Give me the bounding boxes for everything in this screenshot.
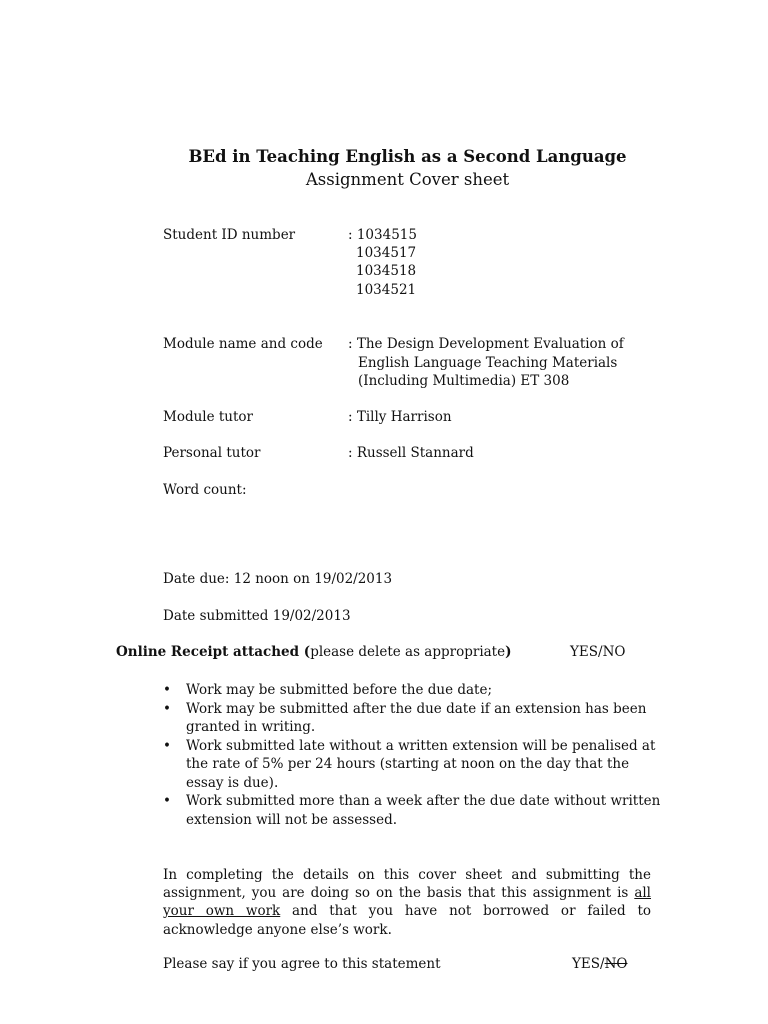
bullet-icon: • — [163, 682, 171, 698]
module-tutor-value: : Tilly Harrison — [348, 409, 452, 425]
agree-no-struck: NO — [604, 956, 628, 972]
agree-yes: YES/ — [572, 956, 605, 972]
module-value-line-2: English Language Teaching Materials — [358, 355, 618, 371]
online-receipt-label — [116, 644, 511, 660]
declaration-underlined: all your own work — [163, 885, 651, 920]
list-item-text: Work may be submitted after the due date if an extension has been granted in writing. — [186, 700, 647, 735]
student-id-value-1: : 1034515 — [348, 227, 417, 243]
bullet-icon: • — [163, 793, 171, 809]
personal-tutor-value: : Russell Stannard — [348, 445, 474, 461]
list-item-text: Work submitted more than a week after the due date without written extension will not be assessed. — [186, 793, 661, 828]
module-value-line-1: : The Design Development Evaluation of — [348, 336, 624, 352]
personal-tutor-label: Personal tutor — [163, 445, 261, 461]
date-due: Date due: 12 noon on 19/02/2013 — [163, 571, 393, 587]
list-item — [163, 700, 663, 737]
online-receipt-yes-no: YES/NO — [570, 644, 626, 660]
date-submitted: Date submitted 19/02/2013 — [163, 608, 351, 624]
agree-yes-no — [572, 956, 627, 972]
online-receipt-label-note: please delete as appropriate — [310, 644, 506, 660]
module-label: Module name and code — [163, 336, 323, 352]
online-receipt-label-bold: Online Receipt attached ( — [116, 644, 311, 660]
submission-rules-list — [163, 681, 663, 829]
module-value-line-3: (Including Multimedia) ET 308 — [358, 373, 570, 389]
student-id-label: Student ID number — [163, 227, 296, 243]
list-item-text: Work submitted late without a written extension will be penalised at the rate of 5% per 24 hours (starting at noon on the day that the essay is due). — [186, 737, 656, 791]
declaration-text-1: In completing the details on this cover sheet and submitting the assignment, you are doing so on the basis that this assignment is — [163, 867, 651, 902]
bullet-icon: • — [163, 737, 171, 754]
list-item — [163, 681, 663, 700]
agree-label: Please say if you agree to this statement — [163, 956, 441, 972]
list-item-text: Work may be submitted before the due date; — [186, 682, 493, 698]
student-id-value-2: 1034517 — [356, 245, 417, 261]
list-item — [163, 737, 663, 793]
module-tutor-label: Module tutor — [163, 409, 254, 425]
document-title: BEd in Teaching English as a Second Language — [188, 147, 627, 166]
document-subtitle: Assignment Cover sheet — [305, 170, 510, 189]
bullet-icon: • — [163, 700, 171, 717]
list-item — [163, 792, 663, 829]
word-count-label: Word count: — [163, 482, 247, 498]
student-id-value-4: 1034521 — [356, 282, 417, 298]
declaration-statement — [163, 866, 651, 939]
student-id-value-3: 1034518 — [356, 263, 417, 279]
declaration-text-2: and that you have not borrowed or failed to acknowledge anyone else’s work. — [163, 903, 652, 938]
online-receipt-label-close: ) — [505, 644, 512, 660]
